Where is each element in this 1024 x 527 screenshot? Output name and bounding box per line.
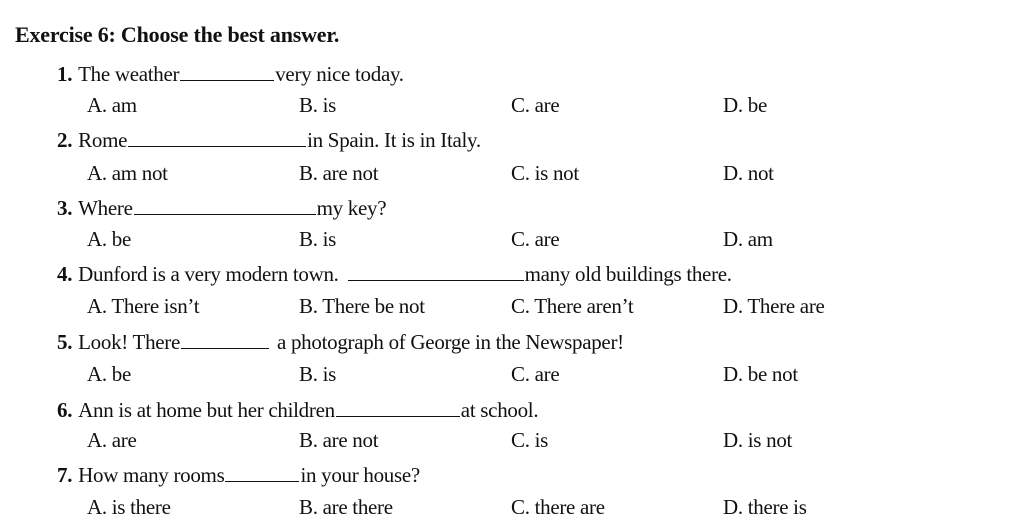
option-c: C. there are (511, 495, 605, 519)
option-a: A. be (87, 227, 131, 251)
question-number: 6. (57, 398, 73, 422)
exercise-title: Exercise 6: Choose the best answer. (15, 22, 340, 47)
option-a: A. am (87, 93, 137, 117)
option-c: C. is not (511, 161, 579, 185)
answer-blank (134, 196, 316, 215)
question-number: 1. (57, 62, 73, 86)
question-5 (57, 330, 624, 353)
question-text-before: Ann is at home but her children (78, 398, 335, 422)
option-b: B. is (299, 362, 337, 386)
option-d: D. be (723, 93, 767, 117)
option-d: D. be not (723, 362, 798, 386)
option-d: D. am (723, 227, 773, 251)
option-d: D. There are (723, 294, 825, 318)
answer-blank (128, 128, 306, 147)
question-number: 2. (57, 128, 73, 152)
option-d: D. is not (723, 428, 793, 452)
option-a: A. are (87, 428, 137, 452)
question-text-after: many old buildings there. (524, 262, 732, 286)
option-b: B. is (299, 227, 337, 251)
option-a: A. am not (87, 161, 168, 185)
option-c: C. are (511, 93, 560, 117)
question-text-after: very nice today. (275, 62, 404, 86)
answer-blank (225, 463, 299, 482)
option-a: A. is there (87, 495, 171, 519)
question-2 (57, 128, 481, 151)
option-c: C. There aren’t (511, 294, 634, 318)
question-1 (57, 62, 404, 85)
question-3 (57, 196, 386, 219)
question-4 (57, 262, 732, 285)
option-c: C. are (511, 362, 560, 386)
question-number: 5. (57, 330, 73, 354)
question-6 (57, 398, 538, 421)
question-text-after: a photograph of George in the Newspaper! (277, 330, 624, 354)
question-7 (57, 463, 420, 486)
question-text-before: Where (78, 196, 133, 220)
question-text-after: in your house? (300, 463, 420, 487)
option-b: B. There be not (299, 294, 425, 318)
answer-blank (180, 62, 274, 81)
question-number: 4. (57, 262, 73, 286)
question-text-before: How many rooms (78, 463, 225, 487)
question-text-before: Rome (78, 128, 128, 152)
answer-blank (181, 330, 269, 349)
option-b: B. are not (299, 161, 379, 185)
answer-blank (348, 262, 524, 281)
option-b: B. are not (299, 428, 379, 452)
question-number: 7. (57, 463, 73, 487)
question-number: 3. (57, 196, 73, 220)
question-text-before: Look! There (78, 330, 181, 354)
option-b: B. are there (299, 495, 393, 519)
option-c: C. is (511, 428, 549, 452)
answer-blank (336, 398, 460, 417)
question-text-before: Dunford is a very modern town. (78, 262, 339, 286)
option-d: D. not (723, 161, 774, 185)
question-text-before: The weather (78, 62, 180, 86)
option-a: A. be (87, 362, 131, 386)
option-c: C. are (511, 227, 560, 251)
question-text-after: in Spain. It is in Italy. (307, 128, 481, 152)
question-text-after: my key? (316, 196, 387, 220)
option-b: B. is (299, 93, 337, 117)
option-d: D. there is (723, 495, 807, 519)
question-text-after: at school. (460, 398, 539, 422)
option-a: A. There isn’t (87, 294, 200, 318)
